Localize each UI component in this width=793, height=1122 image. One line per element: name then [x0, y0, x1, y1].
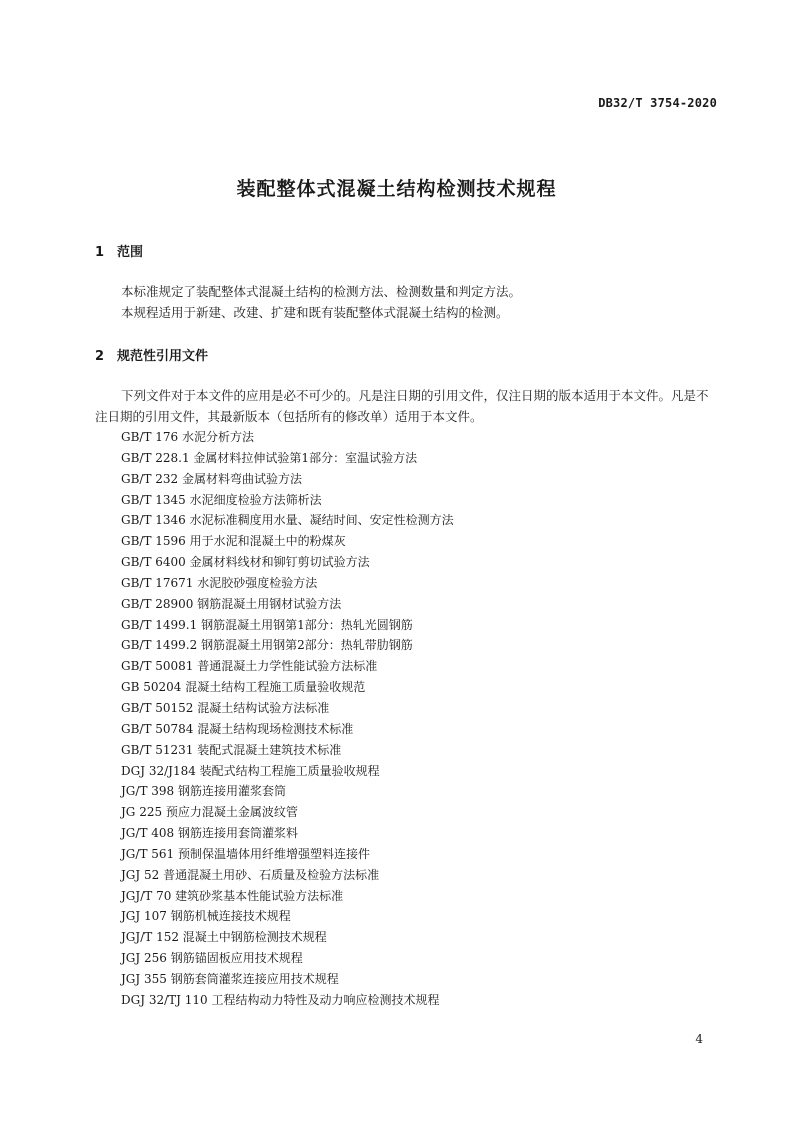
reference-item: JGJ/T 152 混凝土中钢筋检测技术规程 [121, 930, 327, 945]
reference-item: GB/T 50152 混凝土结构试验方法标准 [121, 700, 330, 715]
reference-item: DGJ 32/TJ 110 工程结构动力特性及动力响应检测技术规程 [121, 992, 440, 1007]
paragraph: 本标准规定了装配整体式混凝土结构的检测方法、检测数量和判定方法。 [121, 284, 522, 299]
reference-item: GB/T 1345 水泥细度检验方法筛析法 [121, 492, 322, 507]
reference-item: JGJ 256 钢筋锚固板应用技术规程 [121, 951, 303, 966]
reference-item: JG/T 398 钢筋连接用灌浆套筒 [121, 784, 286, 799]
reference-list [121, 427, 454, 1011]
reference-item: JGJ/T 70 建筑砂浆基本性能试验方法标准 [121, 888, 344, 903]
reference-item: JG 225 预应力混凝土金属波纹管 [121, 805, 298, 820]
section-heading-scope [95, 241, 143, 260]
section-body-scope [95, 281, 717, 323]
page-title: 装配整体式混凝土结构检测技术规程 [236, 178, 557, 200]
section-heading-normative-references [95, 345, 208, 364]
reference-item: GB 50204 混凝土结构工程施工质量验收规范 [121, 680, 366, 695]
reference-item: JG/T 561 预制保温墙体用纤维增强塑料连接件 [121, 846, 370, 861]
reference-item: GB/T 50081 普通混凝土力学性能试验方法标准 [121, 659, 378, 674]
section-title: 规范性引用文件 [117, 349, 209, 364]
paragraph: 本规程适用于新建、改建、扩建和既有装配整体式混凝土结构的检测。 [121, 305, 509, 320]
reference-item: GB/T 51231 装配式混凝土建筑技术标准 [121, 742, 342, 757]
reference-item: JGJ 355 钢筋套筒灌浆连接应用技术规程 [121, 971, 339, 986]
reference-item: JGJ 52 普通混凝土用砂、石质量及检验方法标准 [121, 867, 380, 882]
section-title: 范围 [117, 245, 144, 260]
document-code: DB32/T 3754-2020 [598, 96, 717, 110]
reference-item: GB/T 232 金属材料弯曲试验方法 [121, 471, 302, 486]
reference-item: GB/T 228.1 金属材料拉伸试验第1部分：室温试验方法 [121, 450, 418, 465]
reference-item: GB/T 1596 用于水泥和混凝土中的粉煤灰 [121, 534, 346, 549]
reference-item: GB/T 17671 水泥胶砂强度检验方法 [121, 575, 318, 590]
paragraph: 下列文件对于本文件的应用是必不可少的。凡是注日期的引用文件，仅注日期的版本适用于本文件。凡是不注日期的引用文件，其最新版本（包括所有的修改单）适用于本文件。 [95, 388, 709, 424]
reference-item: DGJ 32/J184 装配式结构工程施工质量验收规程 [121, 763, 380, 778]
reference-item: GB/T 176 水泥分析方法 [121, 430, 254, 444]
reference-item: JGJ 107 钢筋机械连接技术规程 [121, 909, 291, 924]
reference-item: GB/T 1499.2 钢筋混凝土用钢第2部分：热轧带肋钢筋 [121, 638, 413, 653]
section-body-normative-references [95, 385, 717, 427]
reference-item: GB/T 28900 钢筋混凝土用钢材试验方法 [121, 596, 342, 611]
reference-item: JG/T 408 钢筋连接用套筒灌浆料 [121, 826, 298, 841]
page-number: 4 [695, 1032, 703, 1046]
section-number: 1 [95, 245, 105, 260]
reference-item: GB/T 6400 金属材料线材和铆钉剪切试验方法 [121, 555, 370, 570]
section-number: 2 [95, 349, 105, 364]
reference-item: GB/T 1499.1 钢筋混凝土用钢第1部分：热轧光圆钢筋 [121, 617, 413, 632]
reference-item: GB/T 1346 水泥标准稠度用水量、凝结时间、安定性检测方法 [121, 513, 454, 528]
reference-item: GB/T 50784 混凝土结构现场检测技术标准 [121, 721, 354, 736]
